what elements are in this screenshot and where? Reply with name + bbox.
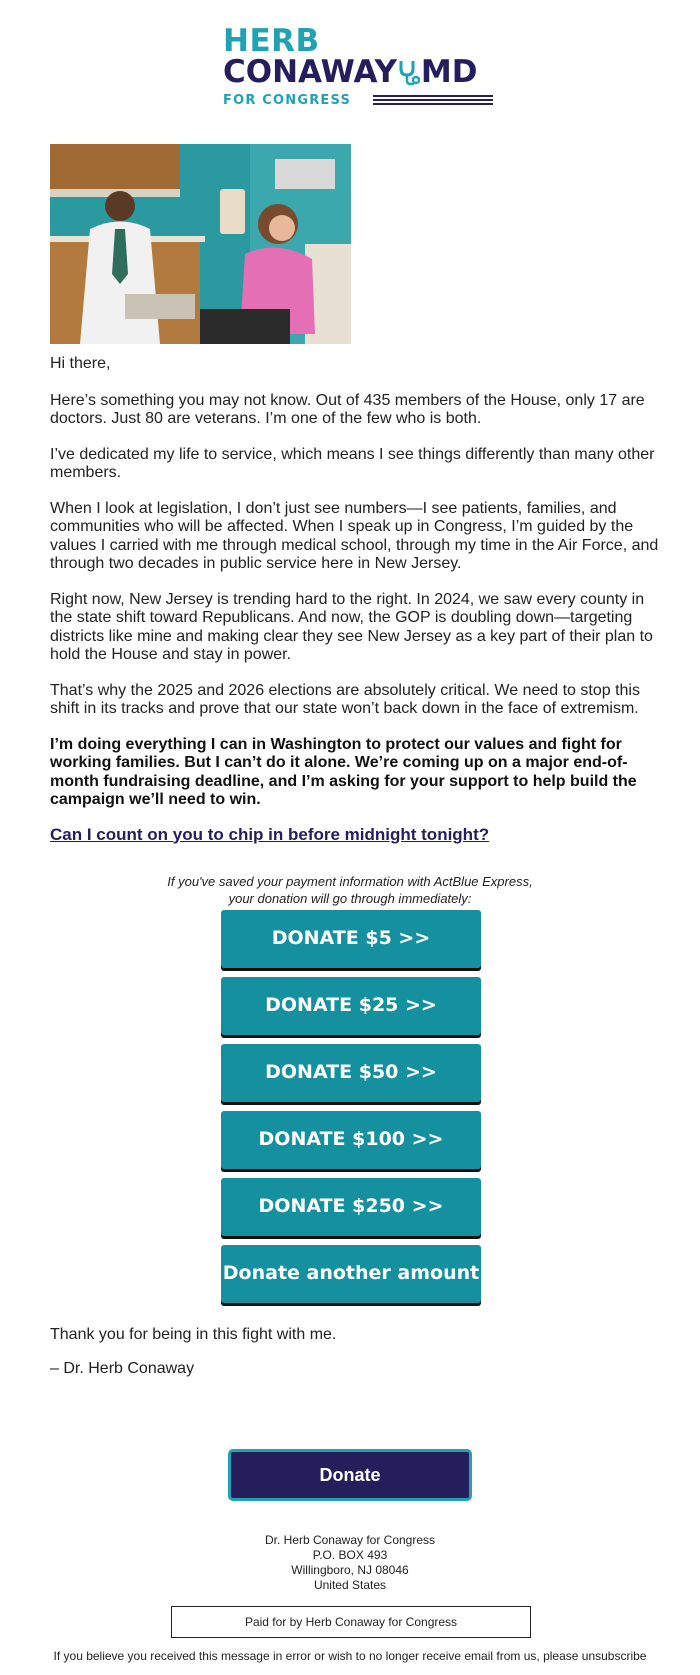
donate-5-button[interactable]: DONATE $5 >> bbox=[221, 910, 481, 968]
donate-100-button[interactable]: DONATE $100 >> bbox=[221, 1111, 481, 1169]
closing-signature: – Dr. Herb Conaway bbox=[50, 1360, 195, 1377]
paragraph-1: Here’s something you may not know. Out of 435 members of the House, only 17 are doctors. Just 80 are veterans. I’m one of the few who is both. bbox=[50, 391, 645, 427]
logo-first-name: HERB bbox=[223, 23, 320, 59]
address-line-4: United States bbox=[313, 1578, 387, 1592]
paid-for-disclaimer: Paid for by Herb Conaway for Congress bbox=[171, 1606, 531, 1638]
donate-250-button[interactable]: DONATE $250 >> bbox=[221, 1178, 481, 1236]
donate-button[interactable]: Donate bbox=[228, 1449, 472, 1501]
paragraph-5: That’s why the 2025 and 2026 elections are absolutely critical. We need to stop this shift in its tracks and prove that our state won’t back down in the face of extremism. bbox=[50, 681, 640, 717]
logo-title: MD bbox=[420, 54, 478, 90]
logo-stripes bbox=[373, 95, 493, 107]
logo-last-name bbox=[223, 55, 478, 92]
paragraph-3: When I look at legislation, I don’t just see numbers—I see patients, families, and communities who will be affected. When I speak up in Congress, I’m guided by the values I carried with me through medical school, through my time in the Air Force, and through two decades in public service here in New Jersey. bbox=[50, 499, 659, 572]
email-body bbox=[50, 355, 660, 845]
donate-50-button[interactable]: DONATE $50 >> bbox=[221, 1044, 481, 1102]
express-line-1: If you've saved your payment information with ActBlue Express, bbox=[167, 874, 533, 889]
campaign-logo[interactable] bbox=[223, 25, 493, 113]
express-line-2: your donation will go through immediately: bbox=[228, 891, 472, 906]
mailing-address bbox=[150, 1533, 550, 1593]
paragraph-4: Right now, New Jersey is trending hard to the right. In 2024, we saw every county in the state shift toward Republicans. And now, the GOP is doubling down—targeting districts like mine and making clear they see New Jersey as a key part of their plan to hold the House and stay in power. bbox=[50, 590, 653, 663]
cta-link[interactable]: Can I count on you to chip in before midnight tonight? bbox=[50, 824, 490, 844]
closing-thanks: Thank you for being in this fight with me. bbox=[50, 1326, 337, 1343]
greeting: Hi there, bbox=[50, 355, 111, 372]
logo-tagline: FOR CONGRESS bbox=[223, 93, 352, 108]
paragraph-2: I’ve dedicated my life to service, which means I see things differently than many other members. bbox=[50, 445, 655, 481]
photo-doctor-patient[interactable] bbox=[50, 144, 351, 344]
paragraph-6: I’m doing everything I can in Washington to protect our values and fight for working families. But I can’t do it alone. We’re coming up on a major end-of-month fundraising deadline, and I’m asking for your support to help build the campaign we’ll need to win. bbox=[50, 735, 637, 808]
donate-25-button[interactable]: DONATE $25 >> bbox=[221, 977, 481, 1035]
stethoscope-icon bbox=[398, 58, 420, 92]
actblue-express-note bbox=[50, 873, 650, 907]
address-line-2: P.O. BOX 493 bbox=[312, 1548, 388, 1562]
address-line-1: Dr. Herb Conaway for Congress bbox=[264, 1533, 436, 1547]
logo-surname: CONAWAY bbox=[223, 54, 397, 90]
unsubscribe-footer[interactable]: If you believe you received this message in error or wish to no longer receive email from us, please unsubscribe bbox=[53, 1649, 647, 1663]
donate-other-amount-button[interactable]: Donate another amount bbox=[221, 1245, 481, 1303]
address-line-3: Willingboro, NJ 08046 bbox=[291, 1563, 409, 1577]
